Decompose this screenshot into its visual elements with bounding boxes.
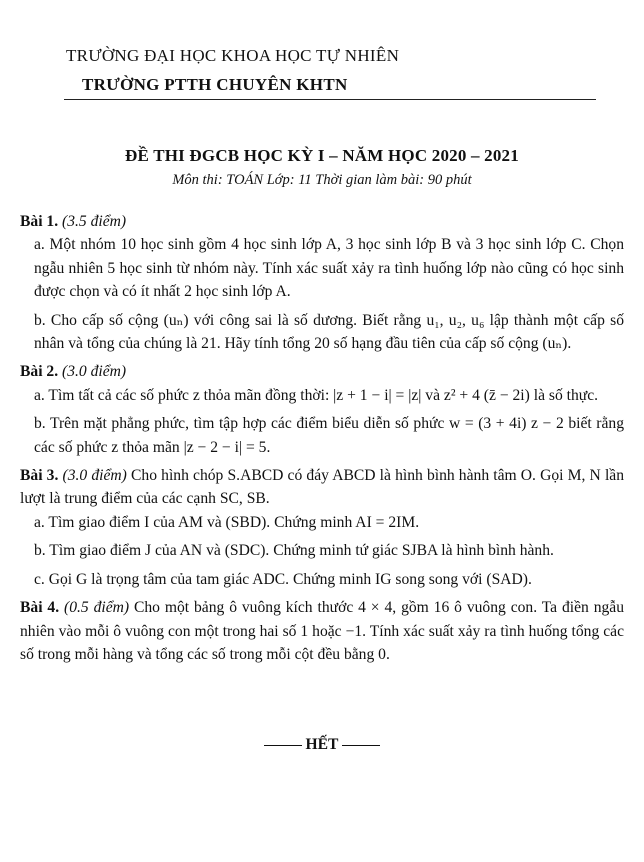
problem-4 — [20, 596, 624, 666]
problem-1-part-a: a. Một nhóm 10 học sinh gồm 4 học sinh lớp A, 3 học sinh lớp B và 3 học sinh lớp C. Chọn ngẫu nhiên 5 học sinh từ nhóm này. Tính xác suất xảy ra tình huống lớp nào cũng có học sinh được chọn và có ít nhất 2 học sinh lớp A. — [34, 236, 624, 301]
problem-2-part-a: a. Tìm tất cả các số phức z thỏa mãn đồng thời: |z + 1 − i| = |z| và z² + 4 (z̄ − 2i) là số thực. — [34, 386, 599, 404]
problem-points: (0.5 điểm) — [64, 599, 130, 617]
problem-2 — [20, 360, 624, 459]
problem-label: Bài 3. — [20, 467, 59, 485]
problem-label: Bài 2. — [20, 363, 59, 381]
problem-1-part-b: b. Cho cấp số cộng (uₙ) với công sai là số dương. Biết rằng u₁, u₂, u₆ lập thành một cấp số nhân và tổng của chúng là 21. Hãy tính tổng 20 số hạng đầu tiên của cấp số cộng (uₙ). — [34, 311, 624, 353]
problem-label: Bài 4. — [20, 599, 60, 617]
problem-points: (3.5 điểm) — [62, 213, 127, 230]
end-dash-left — [264, 745, 302, 746]
problem-2-heading — [20, 360, 624, 383]
end-dash-right — [342, 745, 380, 746]
problem-points: (3.0 điểm) — [62, 467, 127, 485]
problem-4-intro-text: Cho một bảng ô vuông kích thước 4 × 4, gồm 16 ô vuông con. Ta điền ngẫu nhiên vào mỗi ô vuông con một trong hai số 1 hoặc −1. Tính xác suất xảy ra tình huống tổng các số trong mỗi hàng và tổng các số trong mỗi cột đều bằng 0. — [20, 599, 625, 663]
problem-2-part-b: b. Trên mặt phẳng phức, tìm tập hợp các điểm biểu diễn số phức w = (3 + 4i) z − 2 biết rằng các số phức z thỏa mãn |z − 2 − i| = 5. — [34, 415, 624, 456]
problems — [20, 210, 624, 671]
end-marker — [0, 736, 644, 754]
exam-subtitle: Môn thi: TOÁN Lớp: 11 Thời gian làm bài: 90 phút — [172, 172, 472, 188]
problem-1-heading — [20, 210, 624, 233]
university-name: TRƯỜNG ĐẠI HỌC KHOA HỌC TỰ NHIÊN — [66, 46, 400, 65]
problem-3-part-b: b. Tìm giao điểm J của AN và (SDC). Chứng minh tứ giác SJBA là hình bình hành. — [34, 542, 554, 560]
problem-label: Bài 1. — [20, 213, 59, 230]
problem-3-part-a: a. Tìm giao điểm I của AM và (SBD). Chứng minh AI = 2IM. — [34, 513, 420, 531]
problem-3-part-c: c. Gọi G là trọng tâm của tam giác ADC. Chứng minh IG song song với (SAD). — [34, 570, 532, 588]
problem-1 — [20, 210, 624, 355]
problem-3-intro — [20, 464, 624, 511]
end-text: HẾT — [305, 736, 339, 753]
exam-title: ĐỀ THI ĐGCB HỌC KỲ I – NĂM HỌC 2020 – 2021 — [125, 146, 519, 165]
problem-points: (3.0 điểm) — [62, 363, 127, 381]
problem-3-intro-text: Cho hình chóp S.ABCD có đáy ABCD là hình bình hành tâm O. Gọi M, N lần lượt là trung điểm của các cạnh SC, SB. — [20, 467, 624, 508]
problem-3 — [20, 464, 624, 591]
problem-4-intro — [20, 596, 624, 666]
school-name: TRƯỜNG PTTH CHUYÊN KHTN — [82, 75, 348, 94]
header-rule — [64, 99, 596, 100]
